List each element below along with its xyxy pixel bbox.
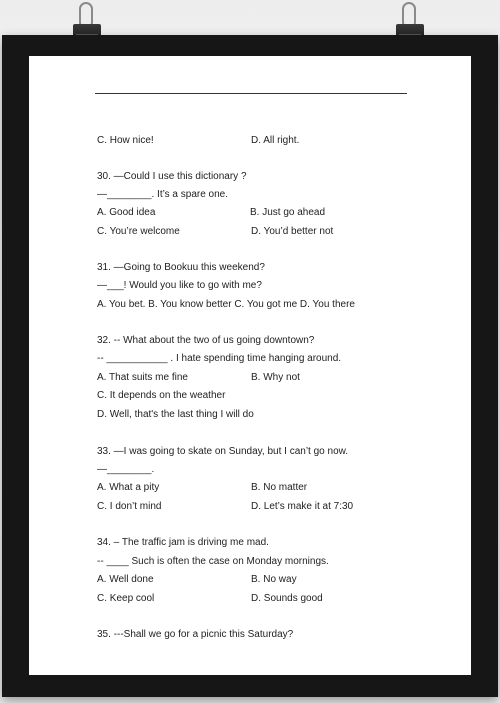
question-30-option-c: C. You’re welcome: [97, 226, 180, 237]
question-34-option-c: C. Keep cool: [97, 593, 155, 604]
question-33-option-b: B. No matter: [251, 482, 308, 493]
question-33-prompt: 33. —I was going to skate on Sunday, but I can’t go now.: [97, 446, 349, 457]
question-35-prompt: 35. ---Shall we go for a picnic this Saturday?: [97, 629, 294, 640]
picture-frame: [2, 35, 498, 697]
question-30-option-b: B. Just go ahead: [250, 207, 326, 218]
header-rule: [95, 93, 407, 94]
question-34-prompt: 34. – The traffic jam is driving me mad.: [97, 537, 269, 548]
question-34-reply: -- ____ Such is often the case on Monday mornings.: [97, 556, 329, 567]
question-32-option-b: B. Why not: [251, 372, 300, 383]
option-c-prev: C. How nice!: [97, 135, 154, 146]
question-32-option-c: C. It depends on the weather: [97, 390, 226, 401]
question-33-reply: —________.: [97, 464, 155, 475]
question-33-option-a: A. What a pity: [97, 482, 160, 493]
question-32-option-d: D. Well, that's the last thing I will do: [97, 409, 254, 420]
worksheet-page: [29, 56, 471, 675]
question-33-option-d: D. Let’s make it at 7:30: [251, 501, 354, 512]
question-31-prompt: 31. —Going to Bookuu this weekend?: [97, 262, 265, 273]
question-30-option-a: A. Good idea: [97, 207, 156, 218]
question-30-prompt: 30. —Could I use this dictionary ?: [97, 171, 247, 182]
question-32-reply: -- ___________ . I hate spending time hanging around.: [97, 353, 342, 364]
question-34-option-d: D. Sounds good: [251, 593, 323, 604]
question-32-option-a: A. That suits me fine: [97, 372, 188, 383]
question-32-prompt: 32. -- What about the two of us going downtown?: [97, 335, 315, 346]
option-d-prev: D. All right.: [251, 135, 300, 146]
question-34-option-b: B. No way: [251, 574, 297, 585]
question-31-reply: —___! Would you like to go with me?: [97, 280, 262, 291]
question-30-reply: —________. It’s a spare one.: [97, 189, 229, 200]
question-31-options: A. You bet. B. You know better C. You got me D. You there: [97, 299, 355, 310]
question-33-option-c: C. I don’t mind: [97, 501, 162, 512]
question-34-option-a: A. Well done: [97, 574, 154, 585]
question-30-option-d: D. You’d better not: [251, 226, 334, 237]
